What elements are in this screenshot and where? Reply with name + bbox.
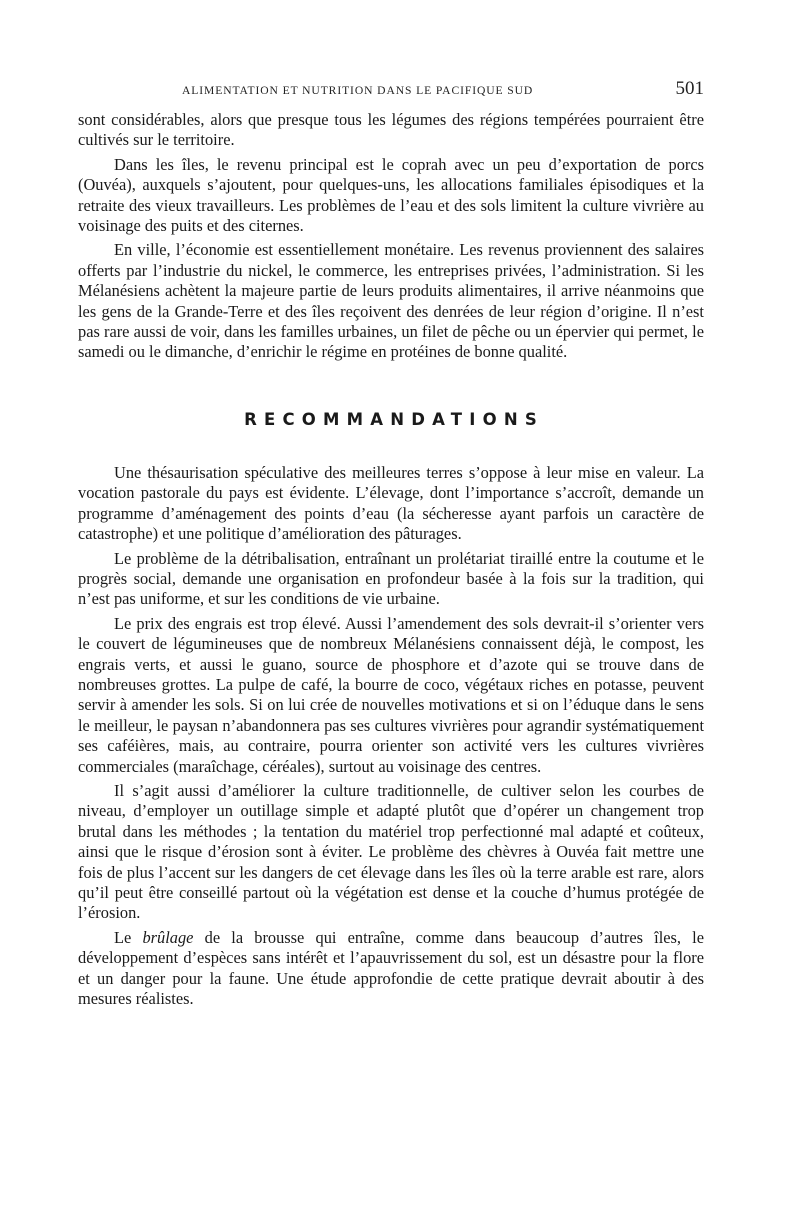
running-header bbox=[78, 78, 704, 102]
section-heading-recommandations: RECOMMANDATIONS bbox=[244, 409, 544, 429]
paragraph-detribalisation: Le problème de la détribalisation, entraînant un prolétariat tiraillé entre la coutume et le progrès social, demande une organisation en profondeur basée à la fois sur la tradition, qui n’est pas uniforme, et sur les conditions de vie urbaine. bbox=[78, 548, 704, 609]
paragraph-land-hoarding: Une thésaurisation spéculative des meilleures terres s’oppose à leur mise en valeur. La vocation pastorale du pays est évidente. L’élevage, dont l’importance s’accroît, demande un programme d’aménagement des points d’eau (la sécheresse ayant parfois un caractère de catastrophe) et une politique d’amélioration des pâturages. bbox=[78, 462, 704, 544]
paragraph-city-economy: En ville, l’économie est essentiellement monétaire. Les revenus proviennent des salaires offerts par l’industrie du nickel, le commerce, les entreprises privées, l’administration. Si les Mélanésiens achètent la majeure partie de leurs produits alimentaires, il arrive néanmoins que les gens de la Grande-Terre et des îles reçoivent des denrées de leur région d’origine. Il n’est pas rare aussi de voir, dans les familles urbaines, un filet de pêche ou un épervier qui permet, le samedi ou le dimanche, d’enrichir le régime en protéines de bonne qualité. bbox=[78, 240, 704, 362]
page-number: 501 bbox=[675, 78, 704, 99]
paragraph-bush-burning bbox=[78, 928, 704, 1010]
running-header-title: ALIMENTATION ET NUTRITION DANS LE PACIFIQUE SUD bbox=[182, 84, 534, 97]
body-text bbox=[78, 110, 704, 1009]
paragraph-traditional-farming: Il s’agit aussi d’améliorer la culture traditionnelle, de cultiver selon les courbes de niveau, d’employer un outillage simple et adapté plutôt que d’opérer un changement trop brutal dans les méthodes ; la tentation du matériel trop perfectionné mal adapté et coûteux, ainsi que le risque d’érosion sont à éviter. Le problème des chèvres à Ouvéa fait mettre une fois de plus l’accent sur les dangers de cet élevage dans les îles où la terre arable est rare, alors qu’il peut être conseillé partout où la végétation est dense et la couche d’humus protégée de l’érosion. bbox=[78, 780, 704, 923]
paragraph-bush-burning-lead: Le bbox=[114, 927, 132, 947]
paragraph-continued: sont considérables, alors que presque tous les légumes des régions tempérées pourraient être cultivés sur le territoire. bbox=[78, 110, 704, 150]
document-page bbox=[78, 78, 704, 1009]
paragraph-islands-economy: Dans les îles, le revenu principal est le coprah avec un peu d’exportation de porcs (Ouvéa), auxquels s’ajoutent, pour quelques-uns, les allocations familiales épisodiques et la retraite des vieux travailleurs. Les problèmes de l’eau et des sols limitent la culture vivrière au voisinage des puits et des citernes. bbox=[78, 154, 704, 236]
paragraph-bush-burning-rest: de la brousse qui entraîne, comme dans beaucoup d’autres îles, le développement d’espèces sans intérêt et l’apauvrissement du sol, est un désastre pour la flore et un danger pour la faune. Une étude approfondie de cette pratique devrait aboutir à des mesures réalistes. bbox=[78, 927, 704, 1009]
paragraph-fertilizers: Le prix des engrais est trop élevé. Aussi l’amendement des sols devrait-il s’orienter vers le couvert de légumineuses que de nombreux Mélanésiens connaissent déjà, le compost, les engrais verts, et aussi le guano, source de phosphore et d’azote qui se trouve dans de nombreuses grottes. La pulpe de café, la bourre de coco, végétaux riches en potasse, peuvent servir à amender les sols. Si on lui crée de nouvelles motivations et si on l’éduque dans le sens le meilleur, le paysan n’abandonnera pas ses cultures vivrières pour agrandir systématiquement ses caféières, mais, au contraire, pourra orienter son activité vers les cultures vivrières commerciales (maraîchage, céréales), surtout au voisinage des centres. bbox=[78, 613, 704, 776]
emphasis-brulage: brûlage bbox=[142, 927, 194, 947]
